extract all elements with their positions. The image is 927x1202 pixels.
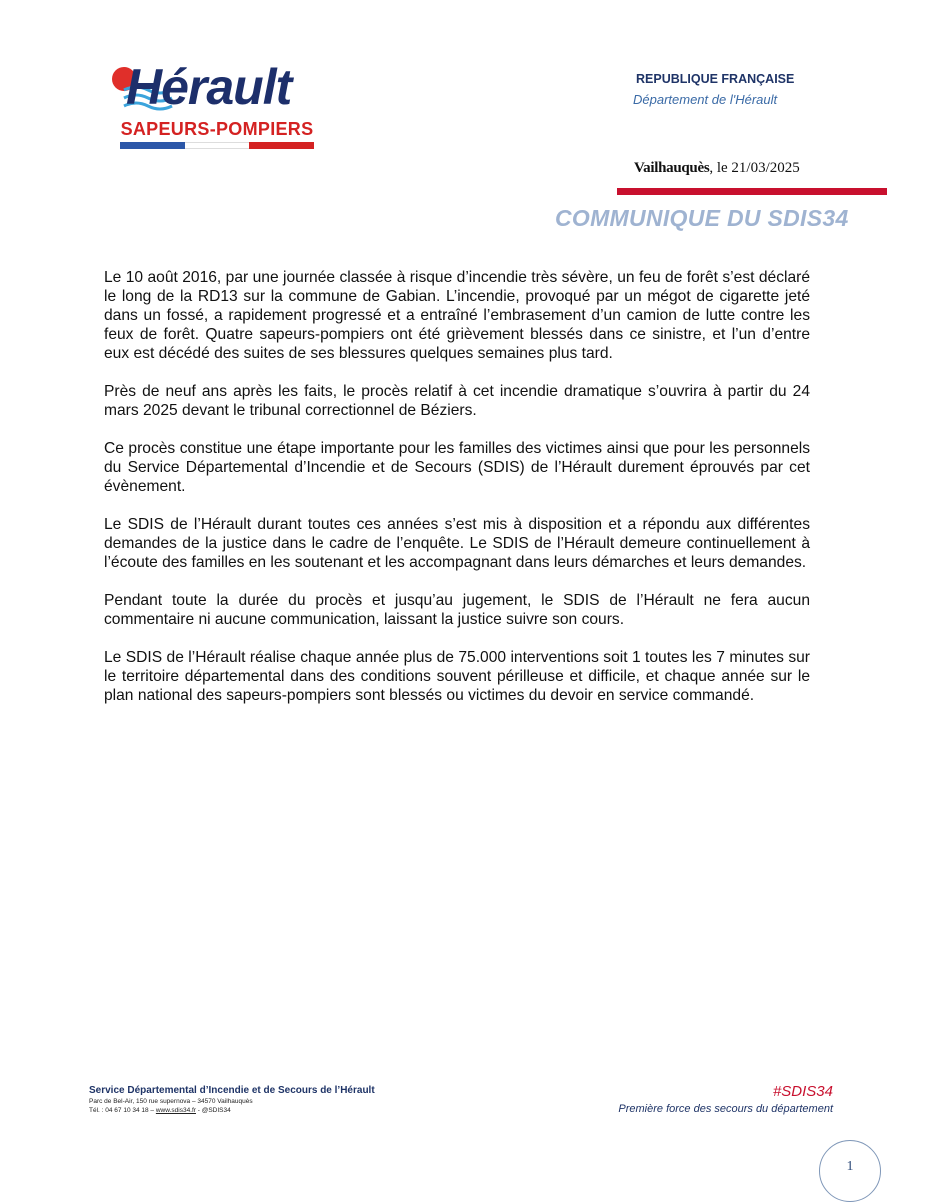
header-red-bar: [617, 188, 887, 195]
paragraph: Le 10 août 2016, par une journée classée à risque d’incendie très sévère, un feu de forêt s’est déclaré le long de la RD13 sur la commune de Gabian. L’incendie, provoqué par un mégot de cigarette jeté dans un fossé, a rapidement progressé et a entraîné l’embrasement d’un camion de lutte contre les feux de forêt. Quatre sapeurs-pompiers ont été grièvement blessés dans ce sinistre, et l’un d’entre eux est décédé des suites de ses blessures quelques semaines plus tard.: [104, 269, 810, 362]
republic-heading: REPUBLIQUE FRANÇAISE: [636, 72, 795, 86]
page-title: COMMUNIQUE DU SDIS34: [555, 205, 849, 231]
department-subheading: Département de l'Hérault: [633, 92, 778, 107]
page-number: 1: [819, 1140, 881, 1202]
footer-hashtag: #SDIS34: [772, 1083, 833, 1100]
logo-subtitle: SAPEURS-POMPIERS: [120, 119, 314, 139]
paragraph: Près de neuf ans après les faits, le procès relatif à cet incendie dramatique s’ouvrira à partir du 24 mars 2025 devant le tribunal correctionnel de Béziers.: [104, 383, 810, 419]
logo-tricolor-bar: [120, 142, 314, 149]
date-value: , le 21/03/2025: [709, 160, 800, 176]
footer-address: Parc de Bel-Air, 150 rue supernova – 34570 Vailhauquès: [89, 1098, 253, 1105]
date-line: [634, 160, 800, 177]
paragraph: Pendant toute la durée du procès et jusqu’au jugement, le SDIS de l’Hérault ne fera aucun commentaire ni aucune communication, laissant la justice suivre son cours.: [104, 592, 810, 628]
paragraph: Le SDIS de l’Hérault réalise chaque année plus de 75.000 interventions soit 1 toutes les 7 minutes sur le territoire départemental dans des conditions souvent périlleuse et difficile, et chaque année sur le plan national des sapeurs-pompiers sont blessés ou victimes du devoir en service commandé.: [104, 649, 810, 704]
footer-phone: Tél. : 04 67 10 34 18 –: [89, 1107, 156, 1114]
footer-slogan: Première force des secours du département: [618, 1103, 833, 1115]
communique-body: [104, 268, 810, 724]
footer-org-name: Service Départemental d’Incendie et de Secours de l’Hérault: [89, 1085, 375, 1096]
footer-social: - @SDIS34: [195, 1107, 231, 1114]
date-place: Vailhauquès: [634, 160, 710, 176]
paragraph: Ce procès constitue une étape importante pour les familles des victimes ainsi que pour les personnels du Service Départemental d’Incendie et de Secours (SDIS) de l’Hérault durement éprouvés par cet évènement.: [104, 440, 810, 495]
footer-website-link[interactable]: www.sdis34.fr: [155, 1107, 196, 1114]
paragraph: Le SDIS de l’Hérault durant toutes ces années s’est mis à disposition et a répondu aux différentes demandes de la justice dans le cadre de l’enquête. Le SDIS de l’Hérault demeure continuellement à l’écoute des familles en les soutenant et les accompagnant dans leurs démarches et leurs demandes.: [104, 516, 810, 571]
footer-contact: [89, 1107, 231, 1114]
sdis-logo: [108, 59, 318, 154]
logo-wordmark: Hérault: [126, 59, 292, 115]
